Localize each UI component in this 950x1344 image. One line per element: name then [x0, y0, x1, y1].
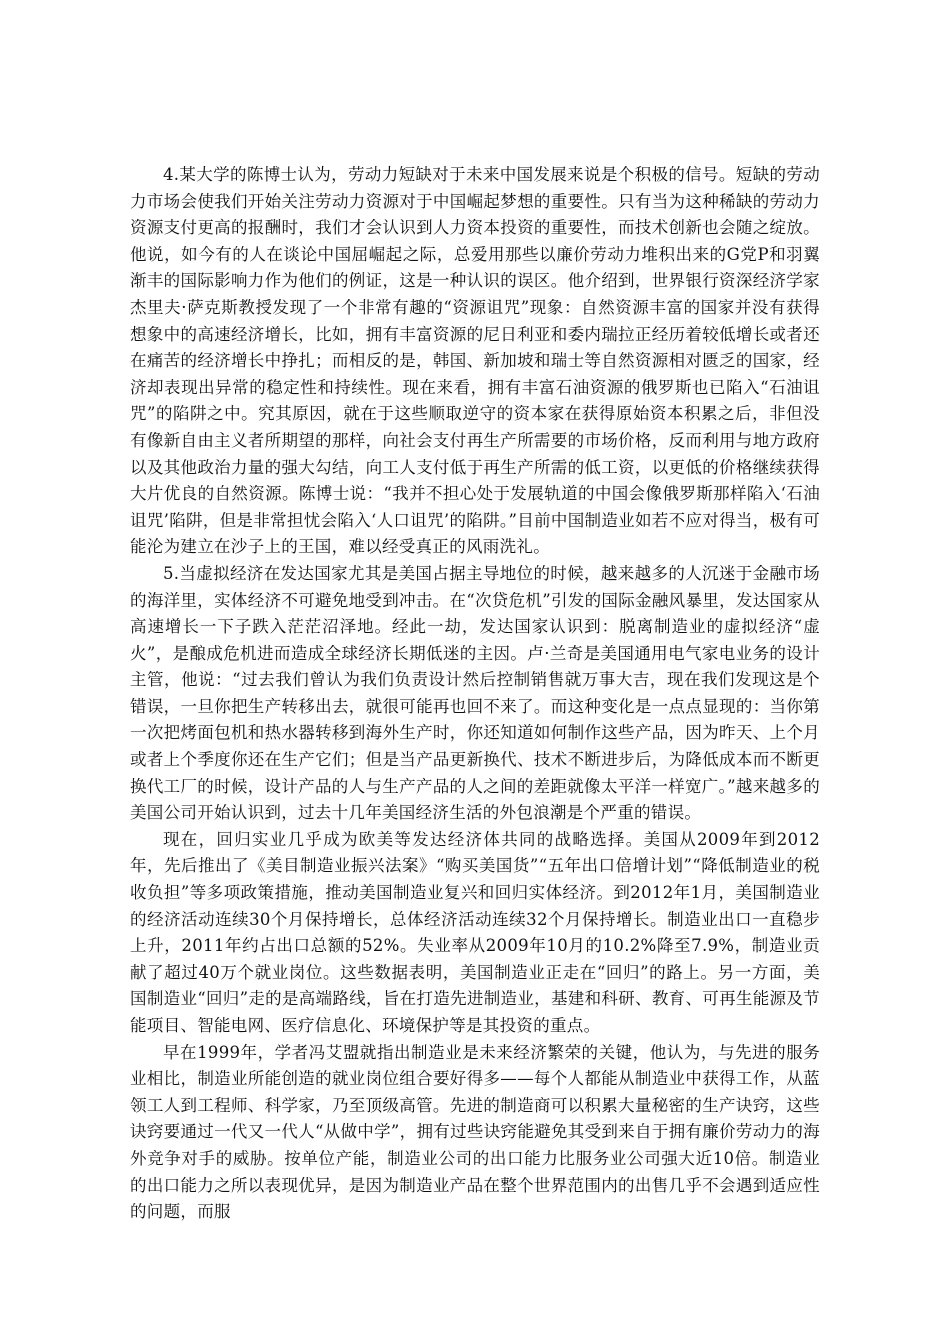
paragraph-4: 4.某大学的陈博士认为，劳动力短缺对于未来中国发展来说是个积极的信号。短缺的劳动力市场会使我们开始关注劳动力资源对于中国崛起梦想的重要性。只有当为这种稀缺的劳动力资源支付更高的报酬时，我们才会认识到人力资本投资的重要性，而技术创新也会随之绽放。他说，如今有的人在谈论中国屈崛起之际，总爱用那些以廉价劳动力堆积出来的G党P和羽翼渐丰的国际影响力作为他们的例证，这是一种认识的误区。他介绍到，世界银行资深经济学家杰里夫·萨克斯教授发现了一个非常有趣的“资源诅咒”现象：自然资源丰富的国家并没有获得想象中的高速经济增长，比如，拥有丰富资源的尼日利亚和委内瑞拉正经历着较低增长或者还在痛苦的经济增长中挣扎；而相反的是，韩国、新加坡和瑞士等自然资源相对匮乏的国家，经济却表现出异常的稳定性和持续性。现在来看，拥有丰富石油资源的俄罗斯也已陷入“石油诅咒”的陷阱之中。究其原因，就在于这些顺取逆守的资本家在获得原始资本积累之后，非但没有像新自由主义者所期望的那样，向社会支付再生产所需要的市场价格，反而利用与地方政府以及其他政治力量的强大勾结，向工人支付低于再生产所需的低工资，以更低的价格继续获得大片优良的自然资源。陈博士说：“我并不担心处于发展轨道的中国会像俄罗斯那样陷入‘石油诅咒’陷阱，但是非常担忧会陷入‘人口诅咒’的陷阱。”目前中国制造业如若不应对得当，极有可能沦为建立在沙子上的王国，难以经受真正的风雨洗礼。 — [130, 165, 820, 557]
paragraph-1999: 早在1999年，学者冯艾盟就指出制造业是未来经济繁荣的关键，他认为，与先进的服务业相比，制造业所能创造的就业岗位组合要好得多——每个人都能从制造业中获得工作，从蓝领工人到工程师、科学家，乃至顶级高管。先进的制造商可以积累大量秘密的生产诀窍，这些诀窍要通过一代又一代人“从做中学”，拥有过些诀窍能避免其受到来自于拥有廉价劳动力的海外竞争对手的威胁。按单位产能，制造业公司的出口能力比服务业公司强大近10倍。制造业的出口能力之所以表现优异，是因为制造业产品在整个世界范围内的出售几乎不会遇到适应性的问题，而服 — [130, 1042, 820, 1222]
paragraph-reshoring: 现在，回归实业几乎成为欧美等发达经济体共同的战略选择。美国从2009年到2012年，先后推出了《美目制造业振兴法案》“购买美国货”“五年出口倍增计划”“降低制造业的税收负担”等多项政策措施，推动美国制造业复兴和回归实体经济。到2012年1月，美国制造业的经济活动连续30个月保持增长，总体经济活动连续32个月保持增长。制造业出口一直稳步上升，2011年约占出口总额的52%。失业率从2009年10月的10.2%降至7.9%，制造业贡献了超过40万个就业岗位。这些数据表明，美国制造业正走在“回归”的路上。另一方面，美国制造业“回归”走的是高端路线，旨在打造先进制造业，基建和科研、教育、可再生能源及节能项目、智能电网、医疗信息化、环境保护等是其投资的重点。 — [130, 829, 820, 1035]
paragraph-5: 5.当虚拟经济在发达国家尤其是美国占据主导地位的时候，越来越多的人沉迷于金融市场的海洋里，实体经济不可避免地受到冲击。在“次贷危机”引发的国际金融风暴里，发达国家从高速增长一下子跌入茫茫沼泽地。经此一劫，发达国家认识到：脱离制造业的虚拟经济“虚火”，是酿成危机进而造成全球经济长期低迷的主因。卢·兰奇是美国通用电气家电业务的设计主管，他说：“过去我们曾认为我们负责设计然后控制销售就万事大吉，现在我们发现这是个错误，一旦你把生产转移出去，就很可能再也回不来了。而这种变化是一点点显现的：当你第一次把烤面包机和热水器转移到海外生产时，你还知道如何制作这些产品，因为昨天、上个月或者上个季度你还在生产它们；但是当产品更新换代、技术不断进步后，为降低成本而不断更换代工厂的时候，设计产品的人与生产产品的人之间的差距就像太平洋一样宽广。”越来越多的美国公司开始认识到，过去十几年美国经济生活的外包浪潮是个严重的错误。 — [130, 563, 820, 823]
document-body — [130, 162, 820, 1226]
